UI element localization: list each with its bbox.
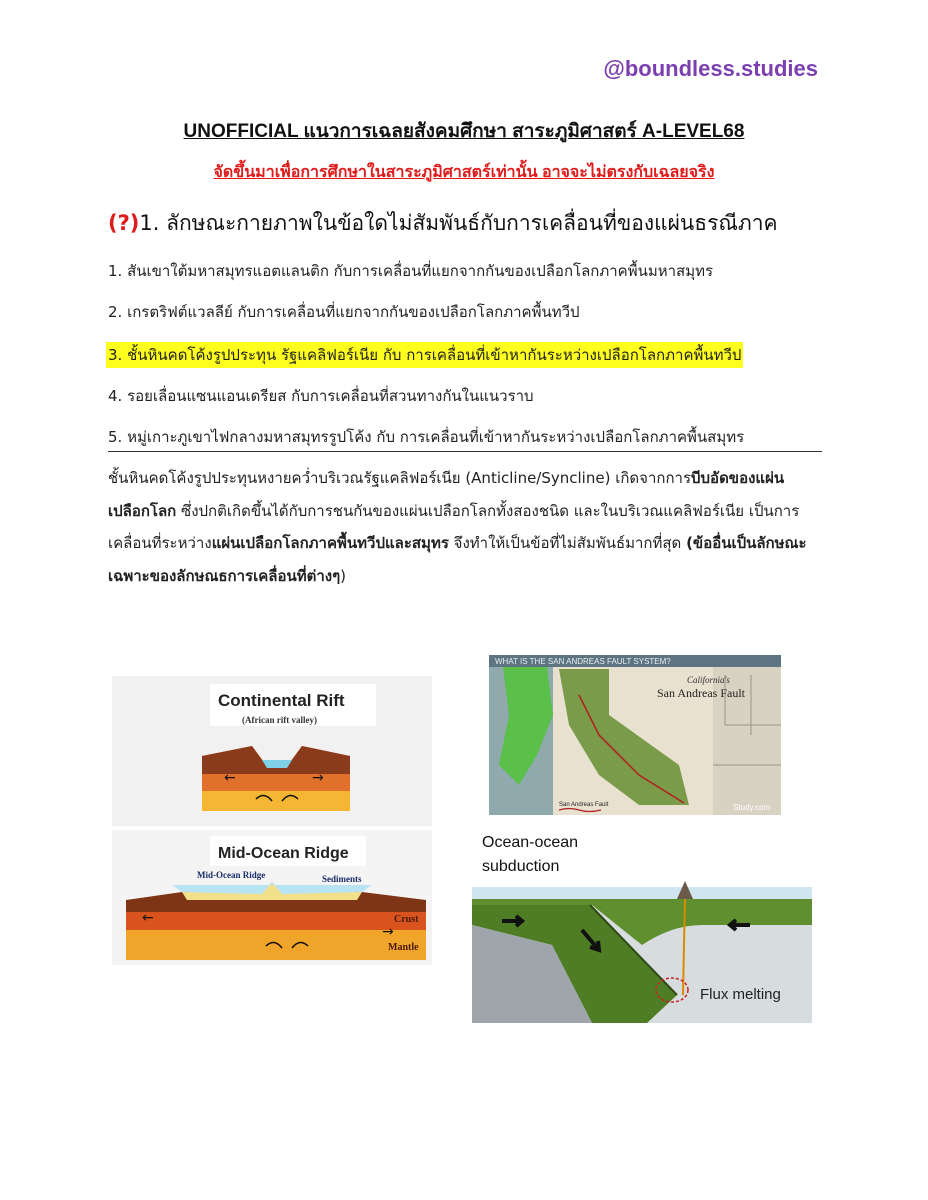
fault-credit: Study.com (733, 803, 771, 812)
fault-name: San Andreas Fault (657, 686, 745, 700)
ridge-label-sediments: Sediments (322, 874, 362, 884)
svg-text:→: → (382, 924, 394, 940)
question-text: 1. ลักษณะกายภาพในข้อใดไม่สัมพันธ์กับการเคลื่อนที่ของแผ่นธรณีภาค (139, 211, 778, 235)
ocean-subduction-figure (472, 825, 812, 1023)
subduction-label-melting: Flux melting (700, 986, 781, 1003)
question-mark: (?) (108, 211, 140, 235)
continental-rift-figure (112, 676, 432, 826)
fault-banner: WHAT IS THE SAN ANDREAS FAULT SYSTEM? (495, 657, 671, 666)
svg-text:→: → (312, 770, 324, 786)
svg-text:←: ← (224, 770, 236, 786)
explanation-paragraph (108, 462, 824, 592)
ridge-title: Mid-Ocean Ridge (218, 845, 349, 862)
svg-text:←: ← (142, 910, 154, 926)
subduction-title-2: subduction (482, 858, 560, 875)
watermark-handle: @boundless.studies (603, 56, 818, 81)
choice-4: 4. รอยเลื่อนแซนแอนเดรียส กับการเคลื่อนที่สวนทางกันในแนวราบ (108, 387, 534, 405)
choice-1: 1. สันเขาใต้มหาสมุทรแอตแลนติก กับการเคลื่อนที่แยกจากกันของเปลือกโลกภาคพื้นมหาสมุทร (108, 262, 714, 280)
choice-3-highlighted: 3. ชั้นหินคดโค้งรูปประทุน รัฐแคลิฟอร์เนีย กับ การเคลื่อนที่เข้าหากันระหว่างเปลือกโลกภาคพื้นทวีป (106, 342, 743, 368)
ridge-label-ridge: Mid-Ocean Ridge (197, 870, 266, 880)
rift-caption: (African rift valley) (242, 715, 317, 725)
page-subtitle: จัดขึ้นมาเพื่อการศึกษาในสาระภูมิศาสตร์เท่านั้น อาจจะไม่ตรงกับเฉลยจริง (213, 164, 715, 181)
page-title: UNOFFICIAL แนวการเฉลยสังคมศึกษา สาระภูมิศาสตร์ A-LEVEL68 (183, 121, 745, 142)
explain-text-1: ชั้นหินคดโค้งรูปประทุนหงายคว่ำบริเวณรัฐแคลิฟอร์เนีย (Anticline/Syncline) เกิดจากการ (108, 469, 692, 487)
fault-legend: San Andreas Fault (559, 802, 609, 808)
explain-bold-2: แผ่นเปลือกโลกภาคพื้นทวีปและสมุทร (211, 534, 449, 552)
fault-state: California's (687, 675, 730, 685)
explain-text-4: ) (340, 566, 347, 585)
explain-text-3: จึงทำให้เป็นข้อที่ไม่สัมพันธ์มากที่สุด (448, 534, 687, 552)
choice-5: 5. หมู่เกาะภูเขาไฟกลางมหาสมุทรรูปโค้ง กับ การเคลื่อนที่เข้าหากันระหว่างเปลือกโลกภาคพื้นสมุทร (108, 428, 745, 446)
explain-bold-1: บีบอัดของแผ่นเปลือกโลก (108, 469, 785, 520)
question-heading (108, 207, 778, 240)
mid-ocean-ridge-figure (112, 830, 432, 965)
ridge-label-crust: Crust (394, 914, 419, 925)
explain-bold-3: (ข้ออื่นเป็นลักษณะเฉพาะของลักษณธการเคลื่อนที่ต่างๆ (108, 534, 807, 585)
ridge-label-mantle: Mantle (388, 942, 419, 953)
choice-2: 2. เกรตริฟต์แวลลีย์ กับการเคลื่อนที่แยกจากกันของเปลือกโลกภาคพื้นทวีป (108, 303, 580, 321)
san-andreas-fault-figure (489, 655, 781, 815)
divider (108, 451, 822, 452)
subduction-title-1: Ocean-ocean (482, 834, 579, 851)
explain-text-2: ซึ่งปกติเกิดขึ้นได้กับการชนกันของแผ่นเปลือกโลกทั้งสองชนิด และในบริเวณแคลิฟอร์เนีย เป็นการเคลื่อนที่ระหว่าง (108, 501, 800, 552)
rift-title: Continental Rift (218, 691, 345, 710)
